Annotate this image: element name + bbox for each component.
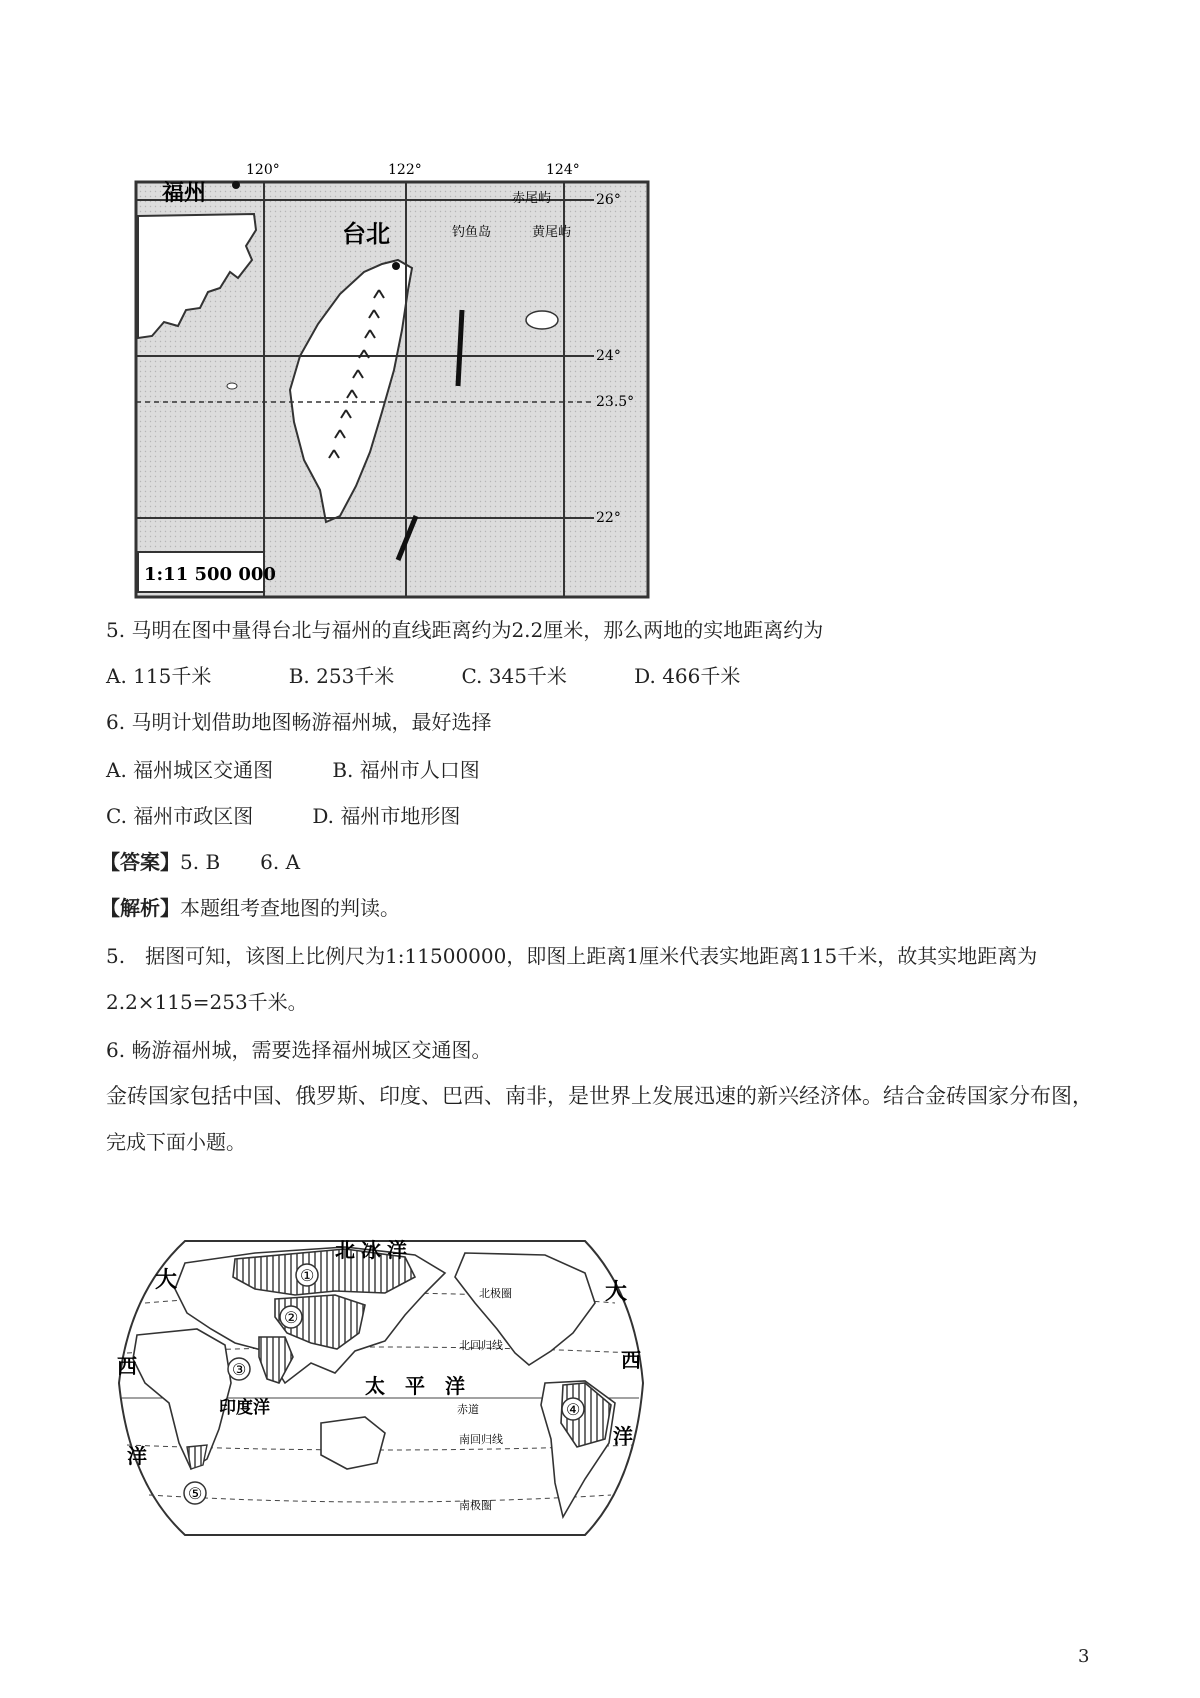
intro-line2: 完成下面小题。 [106,1130,246,1154]
taiwan-map [134,160,654,600]
scale-label: 1:11 500 000 [144,564,276,585]
question-6-options-row2 [106,802,460,830]
option-6a: A. 福州城区交通图 [106,758,274,782]
marker-1-label: ① [300,1266,315,1285]
option-6c: C. 福州市政区图 [106,804,254,828]
lat-label-24: 24° [596,348,621,364]
atlantic-da-left: 大 [155,1267,178,1293]
island-label-1: 钓鱼岛 [452,225,492,240]
atlantic-yang-left: 洋 [127,1444,147,1468]
question-6: 6. 马明计划借助地图畅游福州城，最好选择 [106,710,492,734]
island-label-3: 黄尾屿 [532,225,572,240]
answer-label: 【答案】 [100,850,180,874]
lon-label-120: 120° [246,162,280,178]
marker-5-label: ⑤ [188,1484,203,1503]
question-6-options-row1 [106,756,480,784]
intro-line1: 金砖国家包括中国、俄罗斯、印度、巴西、南非，是世界上发展迅速的新兴经济体。结合金砖国家分布图， [106,1084,1093,1108]
option-6b: B. 福州市人口图 [332,758,480,782]
taibei-dot [392,262,400,270]
taibei-label: 台北 [342,219,390,248]
atlantic-xi-left: 西 [117,1354,137,1378]
fuzhou-dot [232,181,240,189]
atlantic-yang-right: 洋 [613,1424,633,1448]
arctic-circle-label: 北极圈 [479,1287,512,1300]
brics-world-map [115,1233,645,1543]
pacific-ocean-label: 太平洋 [365,1374,485,1398]
question-5-options [106,662,754,690]
option-5b: B. 253千米 [288,664,395,688]
indian-ocean-label: 印度洋 [219,1398,270,1418]
island-label-2: 赤尾屿 [512,191,552,206]
marker-4-label: ④ [566,1400,581,1419]
answer-text: 5. B 6. A [180,850,301,874]
answer-line [100,848,300,876]
fuzhou-label: 福州 [162,180,207,206]
question-5: 5. 马明在图中量得台北与福州的直线距离约为2.2厘米，那么两地的实地距离约为 [106,618,824,642]
tropic-north-label: 北回归线 [459,1339,503,1352]
small-island [526,311,558,329]
analysis-label: 【解析】 [100,896,180,920]
marker-2-label: ② [284,1308,299,1327]
lon-label-122: 122° [388,162,422,178]
lat-label-22: 22° [596,510,621,526]
tropic-south-label: 南回归线 [459,1433,503,1446]
option-5a: A. 115千米 [106,664,212,688]
option-5d: D. 466千米 [634,664,741,688]
analysis-5-line1: 5. 据图可知，该图上比例尺为1:11500000，即图上距离1厘米代表实地距离115千米，故其实地距离为 [106,944,1038,968]
analysis-text: 本题组考查地图的判读。 [180,896,400,920]
lat-label-23-5: 23.5° [596,394,635,410]
arctic-ocean-label: 北冰洋 [335,1238,413,1262]
option-6d: D. 福州市地形图 [312,804,461,828]
lat-label-26: 26° [596,192,621,208]
analysis-line [100,894,400,922]
analysis-6: 6. 畅游福州城，需要选择福州城区交通图。 [106,1038,492,1062]
small-island [227,383,237,389]
option-5c: C. 345千米 [461,664,567,688]
marker-3-label: ③ [232,1360,247,1379]
equator-label: 赤道 [457,1403,479,1416]
antarctic-circle-label: 南极圈 [459,1499,492,1512]
analysis-5-line2: 2.2×115=253千米。 [106,990,308,1014]
atlantic-xi-right: 西 [621,1348,641,1372]
page-number: 3 [1078,1646,1090,1667]
lon-label-124: 124° [546,162,580,178]
atlantic-da-right: 大 [605,1279,628,1305]
